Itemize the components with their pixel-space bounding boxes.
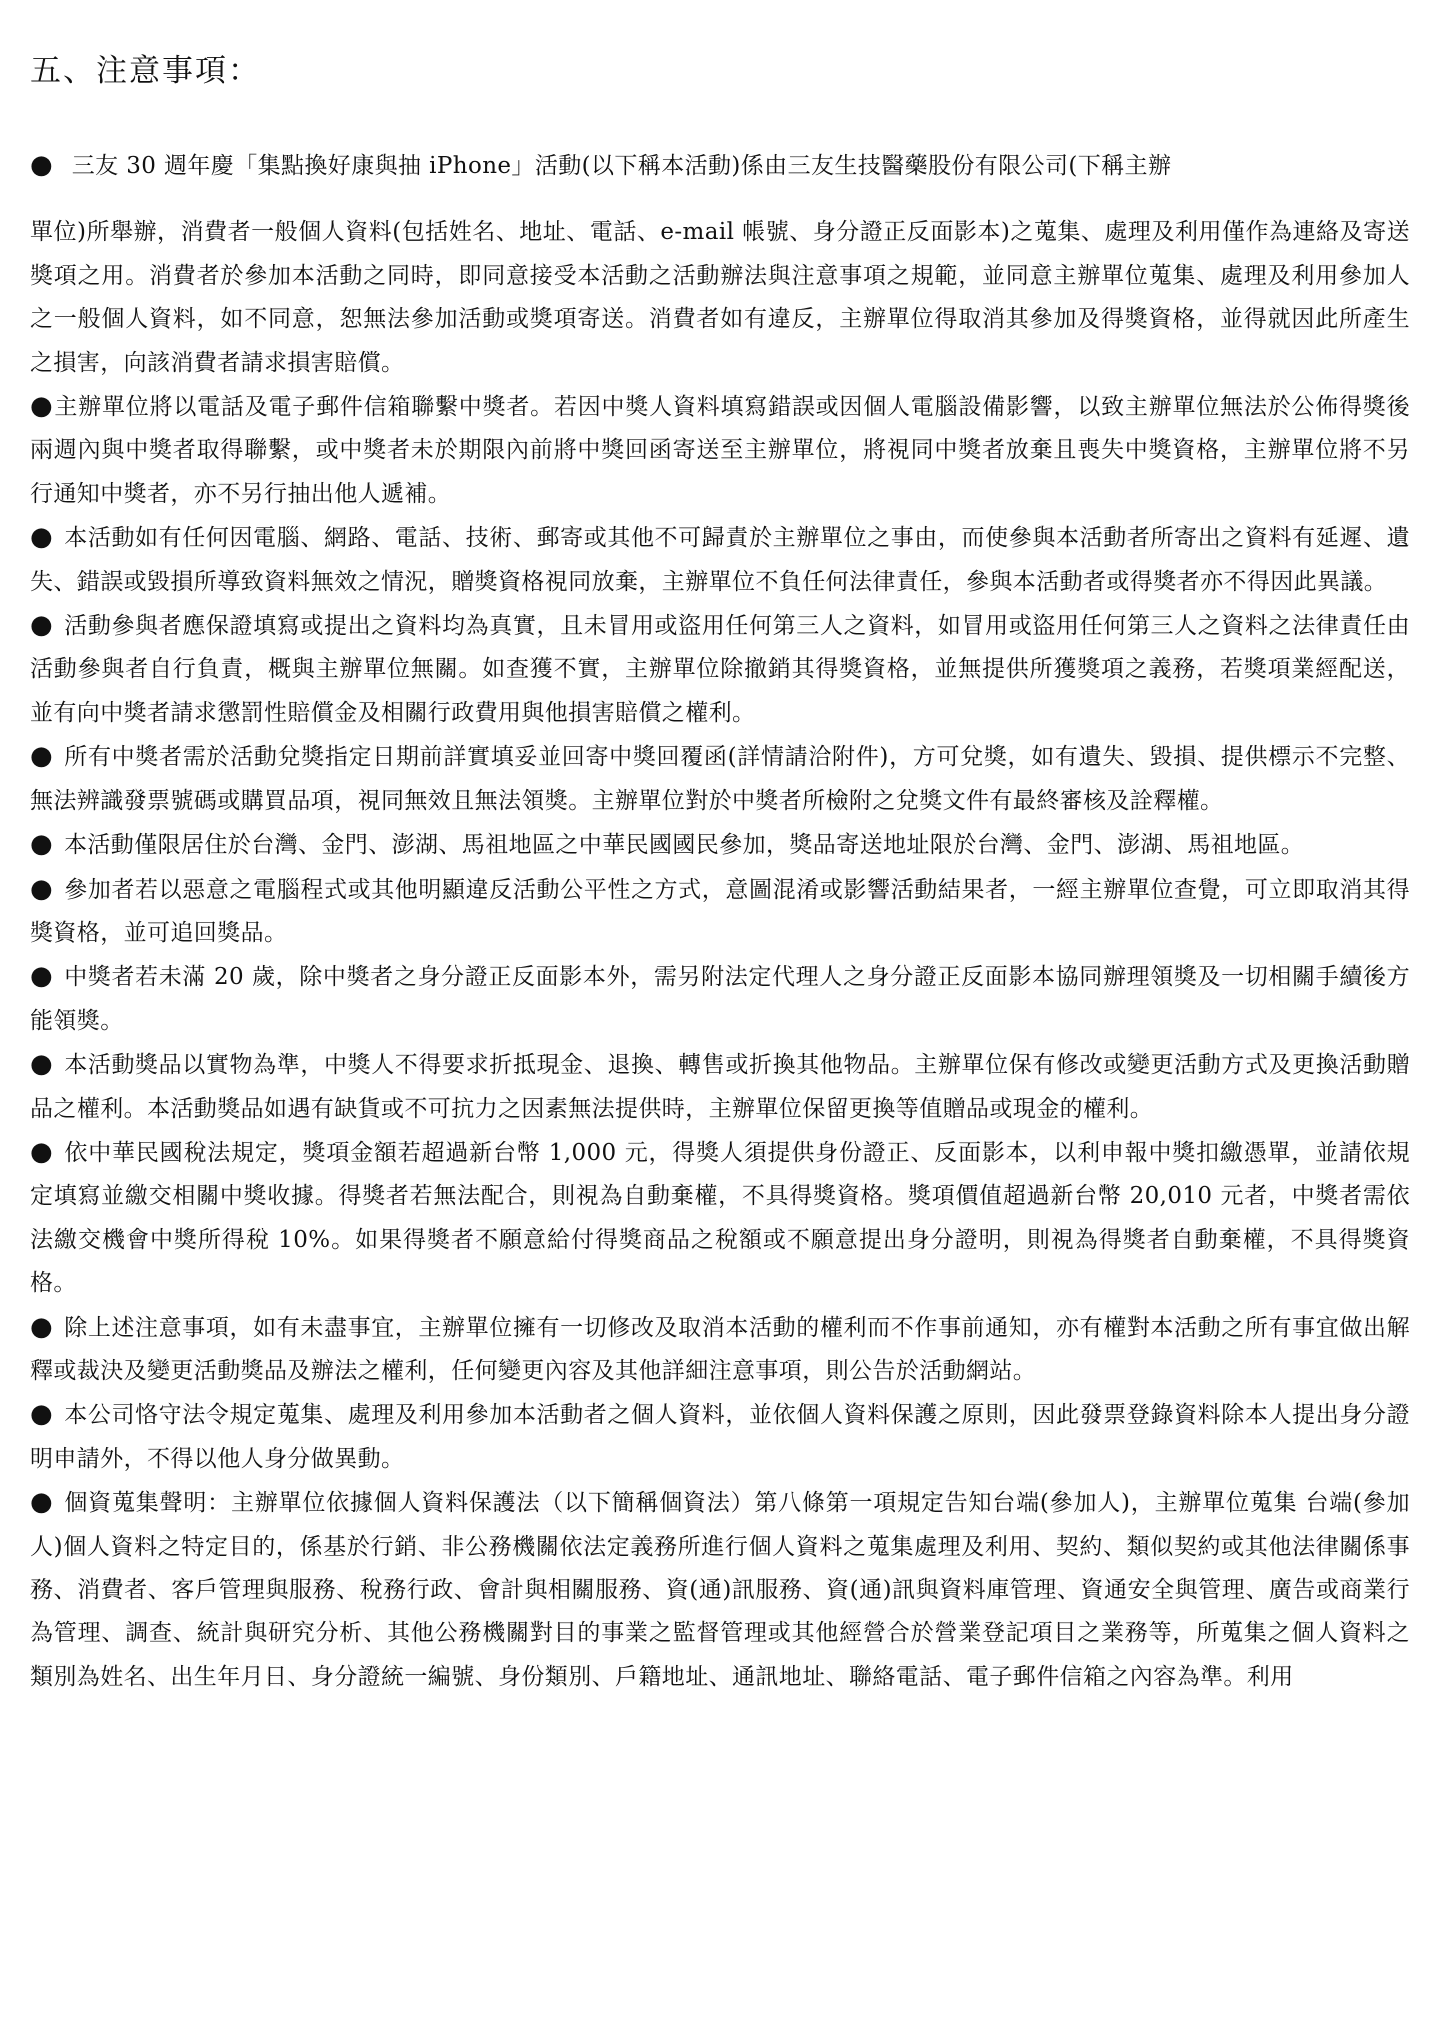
notice-item-1 [30,144,1410,385]
notice-line1-text: 三友 30 週年慶「集點換好康與抽 iPhone」活動(以下稱本活動)係由三友生技醫藥股份有限公司(下稱主辦 [71,153,1172,179]
notice-item-7 [30,868,1410,956]
notice-item-4 [30,604,1410,735]
notice-item-11 [30,1306,1410,1394]
bullet-icon: ● [30,610,54,641]
notice-first-line [30,144,1410,188]
bullet-icon: ● [30,741,54,772]
notice-item-2 [30,385,1410,516]
bullet-icon: ● [30,961,54,992]
bullet-icon: ● [30,1311,54,1342]
notice-item-10 [30,1131,1410,1306]
bullet-icon: ● [30,829,54,860]
notice-item-6 [30,823,1410,867]
notice-item-5 [30,735,1410,823]
notice-item-12 [30,1393,1410,1481]
notice-text: 活動參與者應保證填寫或提出之資料均為真實，且未冒用或盜用任何第三人之資料，如冒用或盜用任何第三人之資料之法律責任由活動參與者自行負責，概與主辦單位無關。如查獲不實，主辦單位除撤銷其得獎資格，並無提供所獲獎項之義務，若獎項業經配送，並有向中獎者請求懲罰性賠償金及相關行政費用與他損害賠償之權利。 [30,613,1410,726]
notice-text: 單位)所舉辦，消費者一般個人資料(包括姓名、地址、電話、e-mail 帳號、身分證正反面影本)之蒐集、處理及利用僅作為連絡及寄送獎項之用。消費者於參加本活動之同時，即同意接受本活動之活動辦法與注意事項之規範，並同意主辦單位蒐集、處理及利用參加人之一般個人資料，如不同意，恕無法參加活動或獎項寄送。消費者如有違反，主辦單位得取消其參加及得獎資格，並得就因此所產生之損害，向該消費者請求損害賠償。 [30,219,1410,376]
notice-item-9 [30,1043,1410,1131]
notice-text: 本活動如有任何因電腦、網路、電話、技術、郵寄或其他不可歸責於主辦單位之事由，而使參與本活動者所寄出之資料有延遲、遺失、錯誤或毀損所導致資料無效之情況，贈獎資格視同放棄，主辦單位不負任何法律責任，參與本活動者或得獎者亦不得因此異議。 [30,525,1410,595]
notice-text: 本活動獎品以實物為準，中獎人不得要求折抵現金、退換、轉售或折換其他物品。主辦單位保有修改或變更活動方式及更換活動贈品之權利。本活動獎品如遇有缺貨或不可抗力之因素無法提供時，主辦單位保留更換等值贈品或現金的權利。 [30,1052,1410,1122]
section-heading: 五、注意事項： [30,53,261,89]
bullet-icon: ● [30,873,54,904]
bullet-icon: ● [30,522,54,553]
bullet-icon: ● [30,1399,54,1430]
notice-text: 中獎者若未滿 20 歲，除中獎者之身分證正反面影本外，需另附法定代理人之身分證正反面影本協同辦理領獎及一切相關手續後方能領獎。 [30,964,1410,1034]
bullet-icon: ● [30,150,54,180]
notice-text: 本公司恪守法令規定蒐集、處理及利用參加本活動者之個人資料，並依個人資料保護之原則，因此發票登錄資料除本人提出身分證明申請外，不得以他人身分做異動。 [30,1402,1410,1472]
bullet-icon: ● [30,391,54,422]
notice-item-8 [30,955,1410,1043]
notice-text: 主辦單位將以電話及電子郵件信箱聯繫中獎者。若因中獎人資料填寫錯誤或因個人電腦設備影響，以致主辦單位無法於公佈得獎後兩週內與中獎者取得聯繫，或中獎者未於期限內前將中獎回函寄送至主辦單位，將視同中獎者放棄且喪失中獎資格，主辦單位將不另行通知中獎者，亦不另行抽出他人遞補。 [30,394,1410,507]
notice-text: 個資蒐集聲明：主辦單位依據個人資料保護法（以下簡稱個資法）第八條第一項規定告知台端(參加人)，主辦單位蒐集 台端(參加人)個人資料之特定目的，係基於行銷、非公務機關依法定義務所進行個人資料之蒐集處理及利用、契約、類似契約或其他法律關係事務、消費者、客戶管理與服務、稅務行政、會計與相關服務、資(通)訊服務、資(通)訊與資料庫管理、資通安全與管理、廣告或商業行為管理、調查、統計與研究分析、其他公務機關對目的事業之監督管理或其他經營合於營業登記項目之業務等，所蒐集之個人資料之類別為姓名、出生年月日、身分證統一編號、身份類別、戶籍地址、通訊地址、聯絡電話、電子郵件信箱之內容為準。利用 [30,1490,1410,1690]
notice-text: 除上述注意事項，如有未盡事宜，主辦單位擁有一切修改及取消本活動的權利而不作事前通知，亦有權對本活動之所有事宜做出解釋或裁決及變更活動獎品及辦法之權利，任何變更內容及其他詳細注意事項，則公告於活動網站。 [30,1314,1410,1384]
notice-item-3 [30,516,1410,604]
bullet-icon: ● [30,1136,54,1167]
notice-text: 依中華民國稅法規定，獎項金額若超過新台幣 1,000 元，得獎人須提供身份證正、反面影本，以利申報中獎扣繳憑單，並請依規定填寫並繳交相關中獎收據。得獎者若無法配合，則視為自動棄權，不具得獎資格。獎項價值超過新台幣 20,010 元者，中獎者需依法繳交機會中獎所得稅 10%。如果得獎者不願意給付得獎商品之稅額或不願意提出身分證明，則視為得獎者自動棄權，不具得獎資格。 [30,1139,1410,1297]
notice-text: 本活動僅限居住於台灣、金門、澎湖、馬祖地區之中華民國國民參加，獎品寄送地址限於台灣、金門、澎湖、馬祖地區。 [64,832,1305,859]
notice-text: 所有中獎者需於活動兌獎指定日期前詳實填妥並回寄中獎回覆函(詳情請洽附件)，方可兌獎，如有遺失、毀損、提供標示不完整、無法辨識發票號碼或購買品項，視同無效且無法領獎。主辦單位對於中獎者所檢附之兌獎文件有最終審核及詮釋權。 [30,744,1410,814]
notice-text: 參加者若以惡意之電腦程式或其他明顯違反活動公平性之方式，意圖混淆或影響活動結果者，一經主辦單位查覺，可立即取消其得獎資格，並可追回獎品。 [30,876,1410,946]
bullet-icon: ● [30,1487,54,1518]
notice-item-13 [30,1481,1410,1699]
bullet-icon: ● [30,1049,54,1080]
